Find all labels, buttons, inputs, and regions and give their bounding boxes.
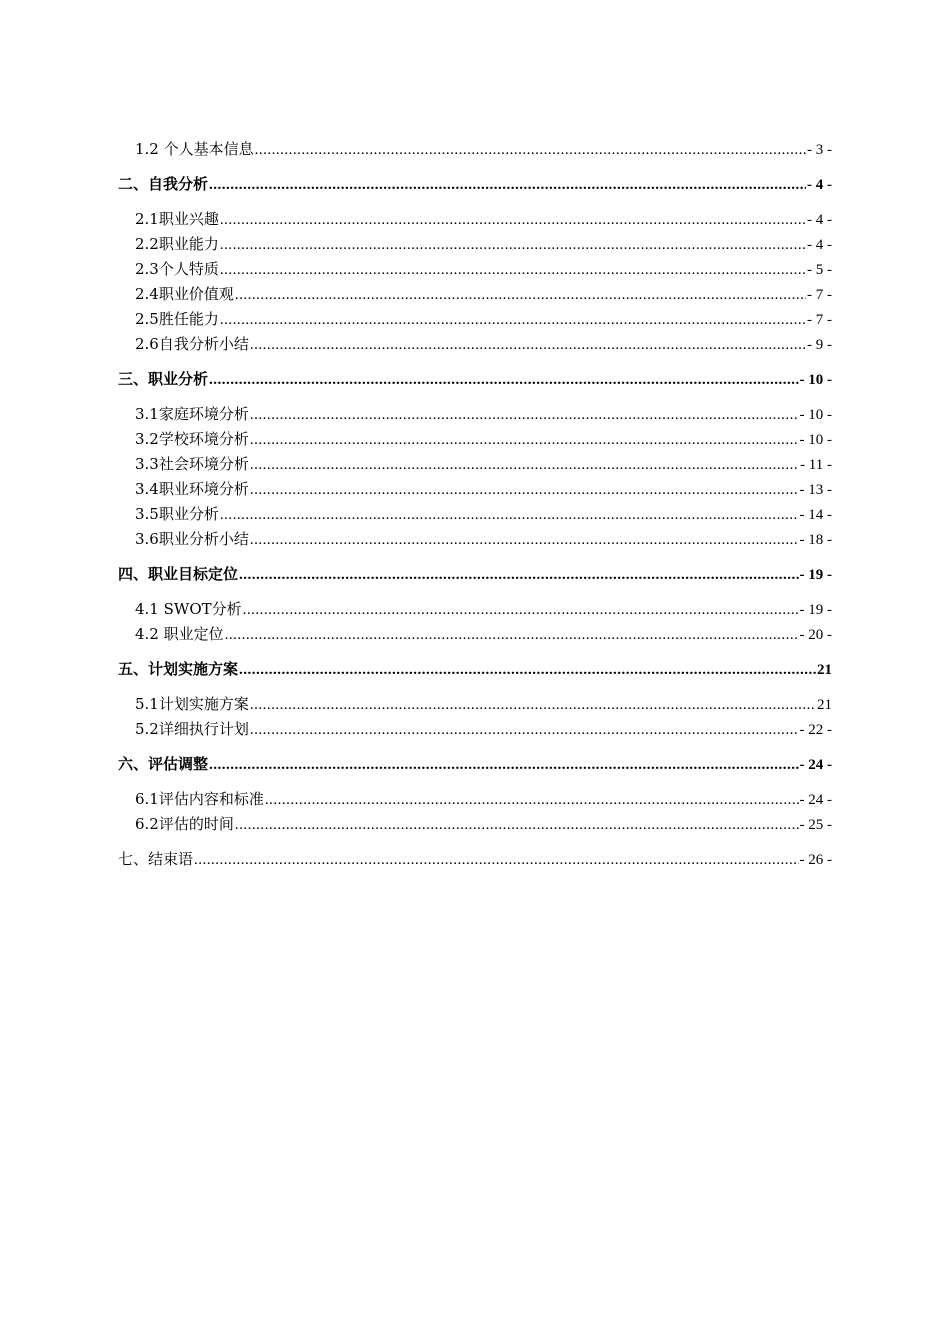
toc-leader-dots — [243, 598, 799, 623]
toc-entry-label: 四、职业目标定位 — [118, 565, 239, 583]
toc-page-number: - 10 - — [799, 432, 832, 448]
toc-entry-label: 5.1计划实施方案 — [135, 695, 249, 713]
toc-page-number: - 14 - — [799, 507, 832, 523]
toc-entry-label: 五、计划实施方案 — [118, 660, 239, 678]
toc-entry-2-2[interactable] — [118, 232, 832, 257]
toc-page-number: - 7 - — [807, 287, 832, 303]
toc-leader-dots — [239, 658, 816, 683]
toc-entry-3-6[interactable] — [118, 527, 832, 552]
toc-leader-dots — [250, 428, 799, 453]
toc-entry-chapter-6[interactable] — [118, 752, 832, 777]
toc-leader-dots — [255, 138, 806, 163]
toc-entry-chapter-7[interactable] — [118, 847, 832, 872]
toc-entry-2-6[interactable] — [118, 332, 832, 357]
toc-leader-dots — [250, 718, 799, 743]
toc-entry-chapter-2[interactable] — [118, 172, 832, 197]
toc-entry-label: 6.2评估的时间 — [135, 815, 234, 833]
toc-entry-label: 2.4职业价值观 — [135, 285, 234, 303]
toc-page-number: - 24 - — [799, 792, 832, 808]
toc-entry-label: 三、职业分析 — [118, 370, 209, 388]
toc-leader-dots — [235, 283, 806, 308]
toc-leader-dots — [250, 528, 799, 553]
toc-leader-dots — [250, 333, 806, 358]
toc-page-number: - 7 - — [807, 312, 832, 328]
toc-leader-dots — [250, 403, 799, 428]
toc-entry-3-2[interactable] — [118, 427, 832, 452]
toc-leader-dots — [250, 693, 816, 718]
toc-entry-label: 3.6职业分析小结 — [135, 530, 249, 548]
toc-page-number: - 10 - — [799, 407, 832, 423]
toc-entry-label: 2.3个人特质 — [135, 260, 219, 278]
toc-entry-5-2[interactable] — [118, 717, 832, 742]
toc-entry-2-1[interactable] — [118, 207, 832, 232]
toc-leader-dots — [209, 368, 798, 393]
toc-leader-dots — [250, 453, 799, 478]
toc-entry-5-1[interactable] — [118, 692, 832, 717]
toc-page-number: - 24 - — [799, 757, 832, 773]
toc-leader-dots — [220, 208, 806, 233]
toc-page-number: - 26 - — [799, 852, 832, 868]
toc-entry-2-4[interactable] — [118, 282, 832, 307]
toc-page-number: - 3 - — [807, 142, 832, 158]
toc-entry-label: 3.3社会环境分析 — [135, 455, 249, 473]
toc-leader-dots — [250, 478, 799, 503]
toc-page-number: - 4 - — [807, 177, 832, 193]
toc-entry-6-1[interactable] — [118, 787, 832, 812]
toc-page-number: 21 — [817, 697, 832, 713]
toc-page-number: - 25 - — [799, 817, 832, 833]
toc-leader-dots — [194, 848, 798, 873]
toc-entry-4-1[interactable] — [118, 597, 832, 622]
toc-entry-label: 2.2职业能力 — [135, 235, 219, 253]
toc-leader-dots — [209, 173, 806, 198]
toc-page-number: - 20 - — [799, 627, 832, 643]
toc-leader-dots — [209, 753, 798, 778]
toc-page-number: - 4 - — [807, 212, 832, 228]
toc-leader-dots — [220, 233, 806, 258]
toc-entry-1-2[interactable] — [118, 137, 832, 162]
toc-entry-label: 七、结束语 — [118, 850, 194, 868]
toc-entry-label: 4.1 SWOT分析 — [135, 600, 242, 618]
toc-entry-4-2[interactable] — [118, 622, 832, 647]
toc-page-number: - 18 - — [799, 532, 832, 548]
toc-entry-label: 2.1职业兴趣 — [135, 210, 219, 228]
toc-entry-6-2[interactable] — [118, 812, 832, 837]
toc-entry-label: 4.2 职业定位 — [135, 625, 224, 643]
toc-page-number: - 19 - — [799, 567, 832, 583]
toc-entry-label: 2.5胜任能力 — [135, 310, 219, 328]
toc-entry-chapter-3[interactable] — [118, 367, 832, 392]
toc-entry-label: 3.1家庭环境分析 — [135, 405, 249, 423]
toc-page-number: - 5 - — [807, 262, 832, 278]
toc-entry-2-3[interactable] — [118, 257, 832, 282]
toc-page-number: - 4 - — [807, 237, 832, 253]
toc-page-number: - 9 - — [807, 337, 832, 353]
toc-entry-3-3[interactable] — [118, 452, 832, 477]
toc-leader-dots — [225, 623, 799, 648]
toc-entry-label: 6.1评估内容和标准 — [135, 790, 264, 808]
toc-entry-label: 六、评估调整 — [118, 755, 209, 773]
toc-entry-label: 5.2详细执行计划 — [135, 720, 249, 738]
toc-entry-2-5[interactable] — [118, 307, 832, 332]
toc-leader-dots — [265, 788, 799, 813]
toc-leader-dots — [220, 308, 806, 333]
toc-entry-3-1[interactable] — [118, 402, 832, 427]
toc-entry-label: 二、自我分析 — [118, 175, 209, 193]
toc-entry-3-5[interactable] — [118, 502, 832, 527]
toc-entry-chapter-5[interactable] — [118, 657, 832, 682]
toc-entry-chapter-4[interactable] — [118, 562, 832, 587]
toc-entry-3-4[interactable] — [118, 477, 832, 502]
toc-page-number: - 22 - — [799, 722, 832, 738]
toc-page-number: 21 — [817, 662, 832, 678]
toc-entry-label: 2.6自我分析小结 — [135, 335, 249, 353]
toc-page-number: - 19 - — [799, 602, 832, 618]
toc-entry-label: 1.2 个人基本信息 — [135, 140, 254, 158]
table-of-contents — [118, 137, 832, 872]
toc-leader-dots — [239, 563, 798, 588]
toc-page-number: - 13 - — [799, 482, 832, 498]
toc-entry-label: 3.2学校环境分析 — [135, 430, 249, 448]
toc-leader-dots — [235, 813, 799, 838]
toc-entry-label: 3.5职业分析 — [135, 505, 219, 523]
toc-page-number: - 11 - — [800, 457, 832, 473]
toc-entry-label: 3.4职业环境分析 — [135, 480, 249, 498]
toc-leader-dots — [220, 503, 799, 528]
toc-leader-dots — [220, 258, 806, 283]
toc-page-number: - 10 - — [799, 372, 832, 388]
